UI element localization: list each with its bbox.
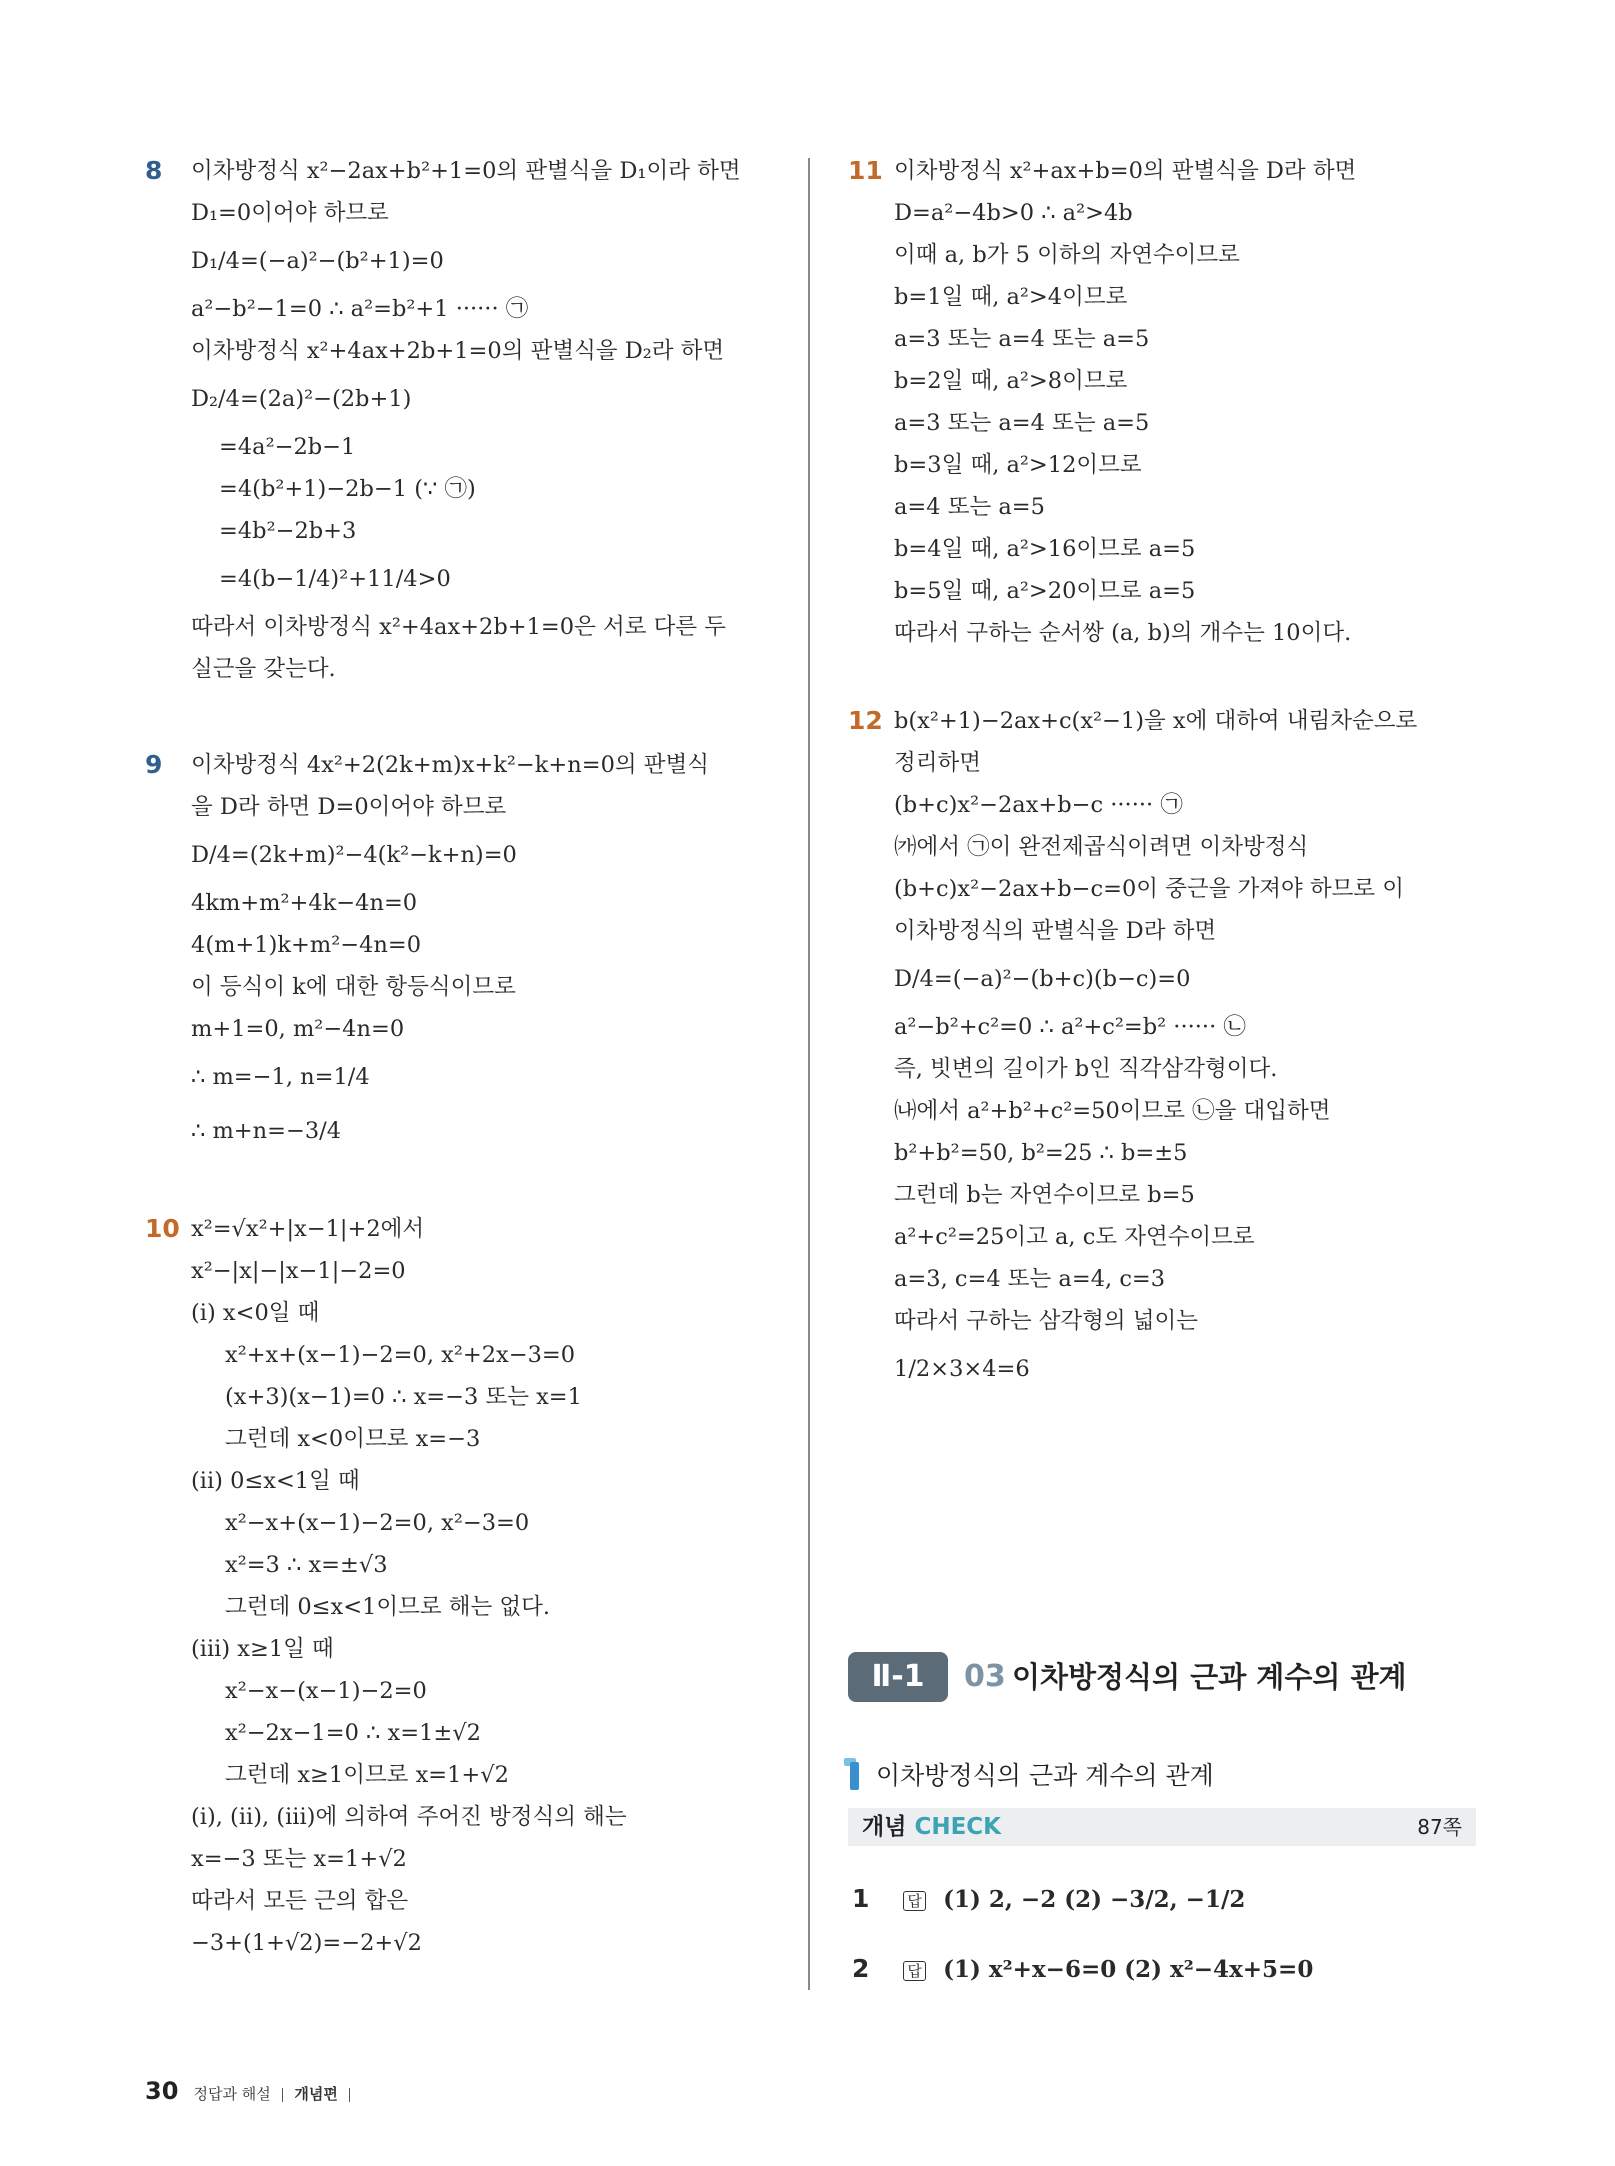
solution-line: 따라서 모든 근의 합은 bbox=[191, 1888, 409, 1914]
page-footer bbox=[145, 2076, 356, 2106]
solution-line: (iii) x≥1일 때 bbox=[191, 1636, 334, 1662]
solution-line: b²+b²=50, b²=25 ∴ b=±5 bbox=[894, 1140, 1188, 1166]
solution-line: 그런데 0≤x<1이므로 해는 없다. bbox=[225, 1594, 550, 1620]
solution-line: 이때 a, b가 5 이하의 자연수이므로 bbox=[894, 242, 1240, 268]
solution-line: =4a²−2b−1 bbox=[219, 434, 356, 460]
solution-line: 이차방정식 x²+4ax+2b+1=0의 판별식을 D₂라 하면 bbox=[191, 338, 725, 364]
answer-text: (1) 2, −2 (2) −3/2, −1/2 bbox=[943, 1886, 1246, 1913]
solution-line: 을 D라 하면 D=0이어야 하므로 bbox=[191, 794, 507, 820]
solution-line: D₁=0이어야 하므로 bbox=[191, 200, 389, 226]
problem-9 bbox=[145, 744, 785, 1158]
solution-line: 이차방정식 4x²+2(2k+m)x+k²−k+n=0의 판별식 bbox=[191, 752, 709, 778]
solution-line: (i), (ii), (iii)에 의하여 주어진 방정식의 해는 bbox=[191, 1804, 627, 1830]
section-badge: Ⅱ-1 bbox=[848, 1652, 948, 1702]
left-column bbox=[145, 150, 785, 1964]
solution-line: m+1=0, m²−4n=0 bbox=[191, 1016, 405, 1042]
solution-line: x=−3 또는 x=1+√2 bbox=[191, 1846, 407, 1872]
solution-line: 정리하면 bbox=[894, 750, 981, 776]
solution-line: (b+c)x²−2ax+b−c=0이 중근을 가져야 하므로 이 bbox=[894, 876, 1404, 902]
concept-check-label bbox=[862, 1808, 1001, 1846]
solution-line: 이차방정식의 판별식을 D라 하면 bbox=[894, 918, 1217, 944]
solution-line: (b+c)x²−2ax+b−c ······ ㉠ bbox=[894, 792, 1183, 818]
subsection-title: 이차방정식의 근과 계수의 관계 bbox=[876, 1761, 1214, 1790]
solution-line: 4km+m²+4k−4n=0 bbox=[191, 890, 418, 916]
right-column bbox=[848, 150, 1480, 1396]
answer-tag: 답 bbox=[903, 1961, 926, 1981]
solution-line: 이차방정식 x²−2ax+b²+1=0의 판별식을 D₁이라 하면 bbox=[191, 158, 741, 184]
check-label: CHECK bbox=[914, 1814, 1001, 1840]
solution-line: b=1일 때, a²>4이므로 bbox=[894, 284, 1128, 310]
solution-line: ㈏에서 a²+b²+c²=50이므로 ㉡을 대입하면 bbox=[894, 1098, 1331, 1124]
solution-line: b=3일 때, a²>12이므로 bbox=[894, 452, 1142, 478]
solution-line: D/4=(2k+m)²−4(k²−k+n)=0 bbox=[191, 842, 517, 868]
solution-line: 이 등식이 k에 대한 항등식이므로 bbox=[191, 974, 516, 1000]
solution-line: b=4일 때, a²>16이므로 a=5 bbox=[894, 536, 1196, 562]
solution-line: 그런데 x≥1이므로 x=1+√2 bbox=[225, 1762, 509, 1788]
page-number: 30 bbox=[145, 2077, 179, 2105]
solution-line: −3+(1+√2)=−2+√2 bbox=[191, 1930, 422, 1956]
solution-line: ∴ m+n=−3/4 bbox=[191, 1118, 342, 1144]
solution-line: a=3 또는 a=4 또는 a=5 bbox=[894, 326, 1150, 352]
problem-11 bbox=[848, 150, 1480, 654]
solution-line: 4(m+1)k+m²−4n=0 bbox=[191, 932, 422, 958]
book-title: 정답과 해설 bbox=[193, 2085, 271, 2103]
answer-text: (1) x²+x−6=0 (2) x²−4x+5=0 bbox=[943, 1956, 1314, 1983]
solution-line: (i) x<0일 때 bbox=[191, 1300, 320, 1326]
solution-line: a=3 또는 a=4 또는 a=5 bbox=[894, 410, 1150, 436]
solution-line: a²−b²+c²=0 ∴ a²+c²=b² ······ ㉡ bbox=[894, 1014, 1246, 1040]
problem-number: 11 bbox=[848, 156, 883, 185]
solution-line: a²−b²−1=0 ∴ a²=b²+1 ······ ㉠ bbox=[191, 296, 529, 322]
solution-line: x²+x+(x−1)−2=0, x²+2x−3=0 bbox=[225, 1342, 576, 1368]
footer-divider bbox=[282, 2088, 284, 2102]
solution-line: =4b²−2b+3 bbox=[219, 518, 357, 544]
problem-8 bbox=[145, 150, 785, 690]
solution-line: x²−2x−1=0 ∴ x=1±√2 bbox=[225, 1720, 481, 1746]
solution-line: D₁/4=(−a)²−(b²+1)=0 bbox=[191, 248, 444, 274]
solution-line: a²+c²=25이고 a, c도 자연수이므로 bbox=[894, 1224, 1255, 1250]
solution-line: (x+3)(x−1)=0 ∴ x=−3 또는 x=1 bbox=[225, 1384, 582, 1410]
answer-tag: 답 bbox=[903, 1891, 926, 1911]
solution-line: b=5일 때, a²>20이므로 a=5 bbox=[894, 578, 1196, 604]
solution-line: b(x²+1)−2ax+c(x²−1)을 x에 대하여 내림차순으로 bbox=[894, 708, 1418, 734]
solution-line: x²−|x|−|x−1|−2=0 bbox=[191, 1258, 406, 1284]
answer-2 bbox=[852, 1944, 1313, 1994]
solution-line: (ii) 0≤x<1일 때 bbox=[191, 1468, 360, 1494]
problem-number: 10 bbox=[145, 1214, 180, 1243]
solution-line: x²=3 ∴ x=±√3 bbox=[225, 1552, 388, 1578]
solution-line: 1/2×3×4=6 bbox=[894, 1356, 1030, 1382]
solution-line: =4(b²+1)−2b−1 (∵ ㉠) bbox=[219, 476, 476, 502]
solution-line: 그런데 x<0이므로 x=−3 bbox=[225, 1426, 481, 1452]
solution-line: 따라서 구하는 삼각형의 넓이는 bbox=[894, 1308, 1199, 1334]
solution-line: a=4 또는 a=5 bbox=[894, 494, 1045, 520]
problem-number: 9 bbox=[145, 750, 163, 779]
solution-line: 따라서 구하는 순서쌍 (a, b)의 개수는 10이다. bbox=[894, 620, 1352, 646]
solution-line: b=2일 때, a²>8이므로 bbox=[894, 368, 1128, 394]
section-number: 03 bbox=[964, 1659, 1006, 1694]
solution-line: a=3, c=4 또는 a=4, c=3 bbox=[894, 1266, 1166, 1292]
solution-line: x²−x−(x−1)−2=0 bbox=[225, 1678, 427, 1704]
answer-number: 1 bbox=[852, 1884, 870, 1913]
problem-12 bbox=[848, 700, 1480, 1396]
solution-line: 실근을 갖는다. bbox=[191, 656, 336, 682]
solution-line: ㈎에서 ㉠이 완전제곱식이려면 이차방정식 bbox=[894, 834, 1309, 860]
answer-1 bbox=[852, 1874, 1245, 1924]
problem-number: 8 bbox=[145, 156, 163, 185]
footer-divider bbox=[349, 2088, 351, 2102]
problem-10 bbox=[145, 1208, 785, 1964]
solution-line: 즉, 빗변의 길이가 b인 직각삼각형이다. bbox=[894, 1056, 1278, 1082]
section-title: 이차방정식의 근과 계수의 관계 bbox=[1012, 1660, 1407, 1694]
book-part: 개념편 bbox=[294, 2085, 338, 2103]
solution-line: 이차방정식 x²+ax+b=0의 판별식을 D라 하면 bbox=[894, 158, 1357, 184]
answer-number: 2 bbox=[852, 1954, 870, 1983]
solution-line: x²=√x²+|x−1|+2에서 bbox=[191, 1216, 425, 1242]
concept-check-bar bbox=[848, 1808, 1476, 1846]
problem-number: 12 bbox=[848, 706, 883, 735]
solution-line: =4(b−1/4)²+11/4>0 bbox=[219, 566, 451, 592]
reference-page: 87쪽 bbox=[1417, 1815, 1462, 1839]
bookmark-bar-icon bbox=[850, 1762, 859, 1790]
column-divider bbox=[808, 158, 810, 1990]
solution-line: D=a²−4b>0 ∴ a²>4b bbox=[894, 200, 1133, 226]
solution-line: 따라서 이차방정식 x²+4ax+2b+1=0은 서로 다른 두 bbox=[191, 614, 726, 640]
solution-line: ∴ m=−1, n=1/4 bbox=[191, 1064, 370, 1090]
concept-label: 개념 bbox=[862, 1814, 915, 1840]
solution-line: D₂/4=(2a)²−(2b+1) bbox=[191, 386, 412, 412]
solution-line: x²−x+(x−1)−2=0, x²−3=0 bbox=[225, 1510, 530, 1536]
solution-line: 그런데 b는 자연수이므로 b=5 bbox=[894, 1182, 1195, 1208]
solution-line: D/4=(−a)²−(b+c)(b−c)=0 bbox=[894, 966, 1191, 992]
